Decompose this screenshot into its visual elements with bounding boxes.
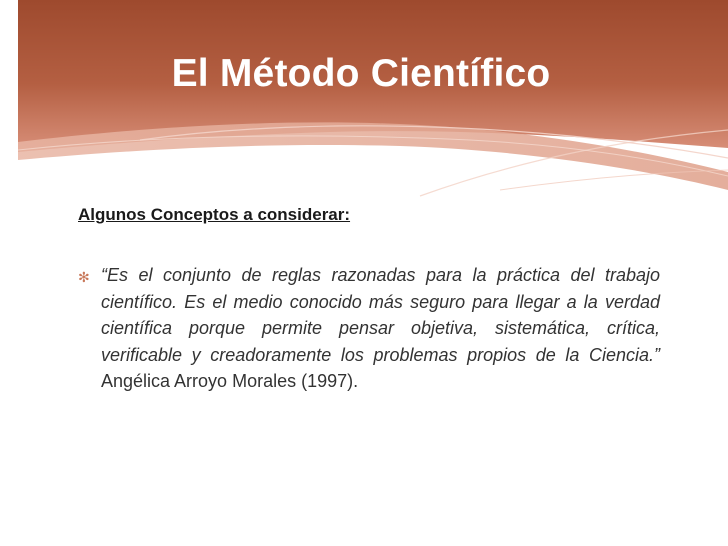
quote-attribution: Angélica Arroyo Morales (1997).	[101, 371, 359, 391]
bullet-item	[78, 262, 660, 395]
slide-title: El Método Científico	[171, 52, 551, 95]
asterisk-bullet-icon: ✻	[78, 269, 90, 285]
quote-text: “Es el conjunto de reglas razonadas para la práctica del trabajo científico. Es el medio conocido más seguro para llegar a la verdad científica porque permite pensar objetiva, sistemática, crítica, verificable y creadoramente los problemas propios de la Ciencia.”	[101, 265, 660, 365]
section-subtitle: Algunos Conceptos a considerar:	[78, 205, 351, 224]
bullet-list	[78, 262, 660, 395]
header-band	[0, 0, 728, 200]
